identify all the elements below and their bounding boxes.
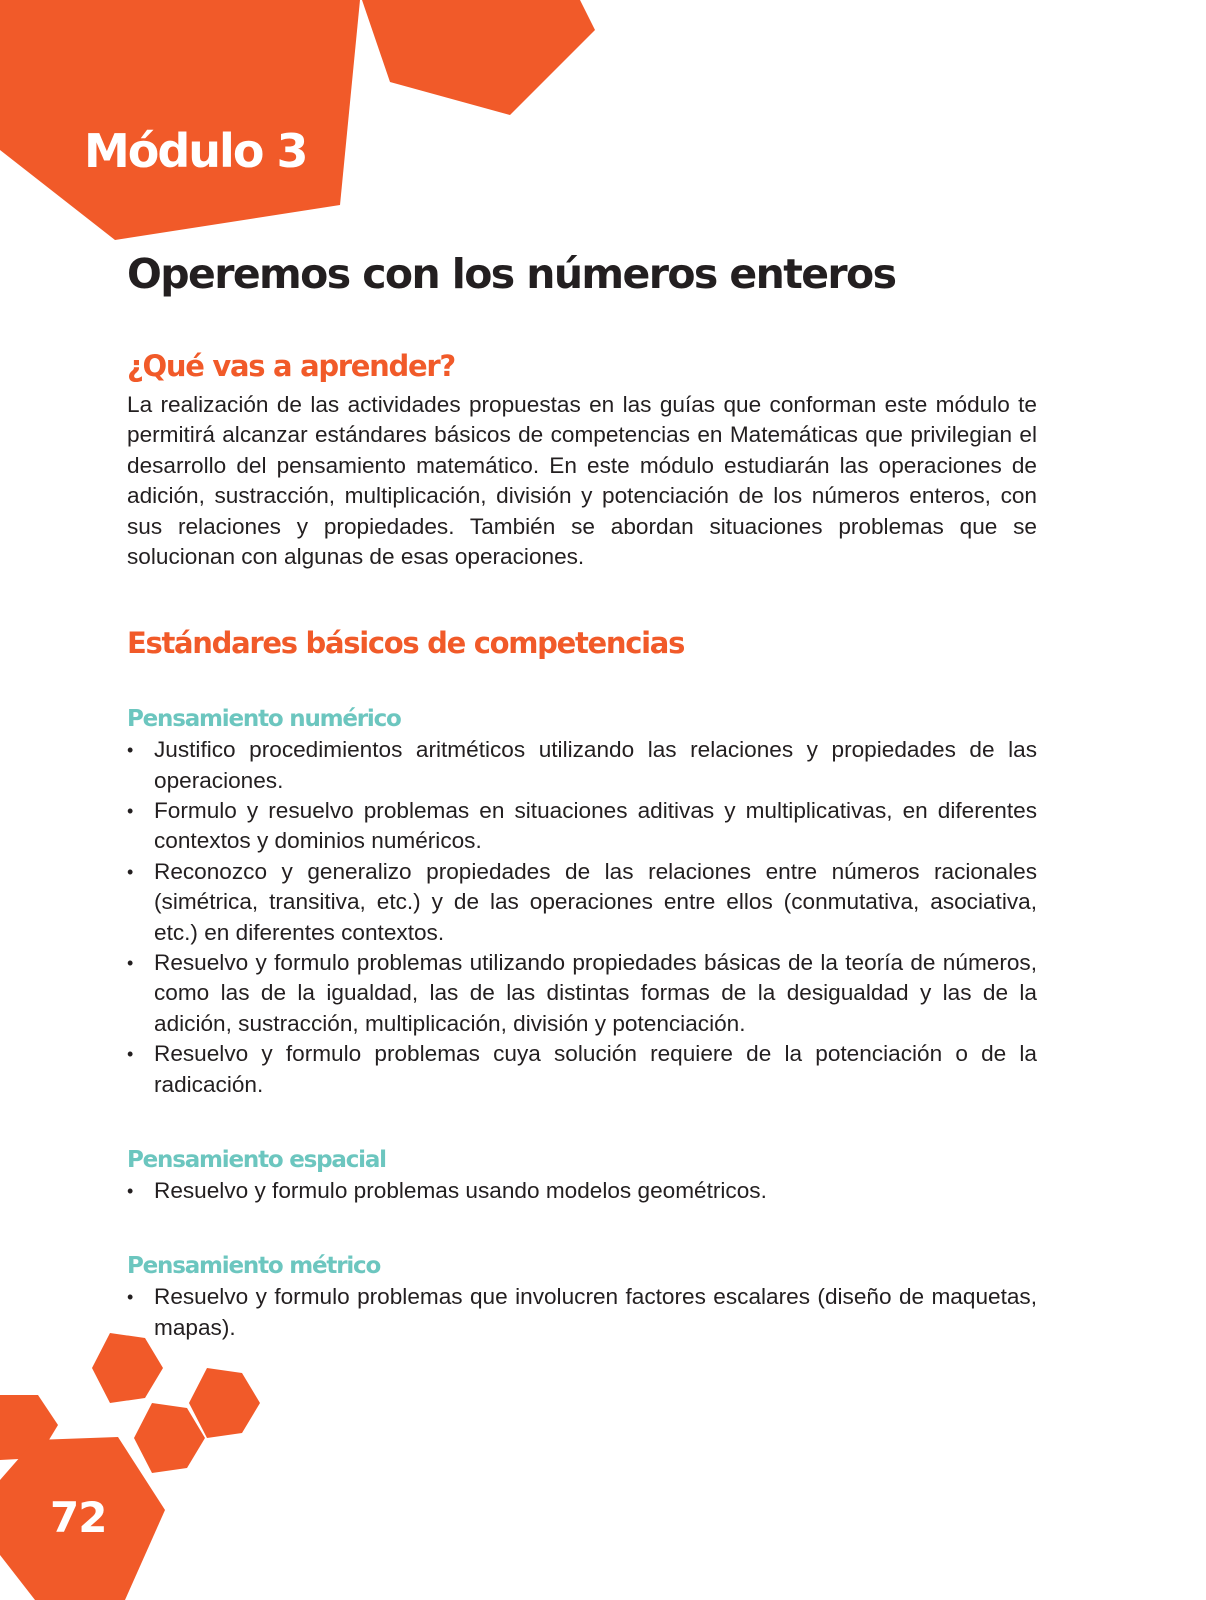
standards-heading: Estándares básicos de competencias: [127, 626, 685, 661]
hexagon-small-3: [134, 1403, 205, 1473]
list-item-text: Justifico procedimientos aritméticos utilizando las relaciones y propiedades de las operaciones.: [154, 737, 1037, 793]
list-item: [127, 857, 1037, 948]
list-item-text: Resuelvo y formulo problemas cuya solución requiere de la potenciación o de la radicación.: [154, 1041, 1037, 1097]
list-item-text: Resuelvo y formulo problemas que involucren factores escalares (diseño de maquetas, mapas).: [154, 1284, 1037, 1340]
metric-thinking-heading: Pensamiento métrico: [127, 1253, 381, 1280]
module-label: Módulo 3: [84, 124, 307, 178]
bullet-icon: •: [127, 1180, 134, 1201]
numeric-thinking-heading: Pensamiento numérico: [127, 706, 401, 733]
hexagon-small-1: [92, 1333, 163, 1403]
hexagon-small-2: [189, 1368, 260, 1438]
spatial-thinking-heading: Pensamiento espacial: [127, 1146, 386, 1173]
list-item-text: Formulo y resuelvo problemas en situaciones aditivas y multiplicativas, en diferentes contextos y dominios numéricos.: [154, 797, 1037, 854]
learn-paragraph: La realización de las actividades propuestas en las guías que conforman este módulo te permitirá alcanzar estándares básicos de competencias en Matemáticas que privilegian el desarrollo del pensamiento matemático. En este módulo estudiarán las operaciones de adición, sustracción, multiplicación, división y potenciación de los números enteros, con sus relaciones y propiedades. También se abordan situaciones problemas que se solucionan con algunas de esas operaciones.: [127, 391, 1037, 570]
list-item: [127, 1282, 1037, 1343]
learn-heading: ¿Qué vas a aprender?: [127, 349, 455, 384]
page-number: 72: [50, 1493, 107, 1542]
list-item: [127, 948, 1037, 1039]
bullet-icon: •: [127, 1287, 134, 1308]
list-item: [127, 1176, 1037, 1206]
bullet-icon: •: [127, 861, 134, 882]
numeric-thinking-list: [127, 735, 1037, 1100]
bullet-icon: •: [127, 1044, 134, 1065]
page-content: [127, 250, 1037, 1343]
top-right-shape: [362, 0, 595, 115]
list-item-text: Resuelvo y formulo problemas usando modelos geométricos.: [154, 1177, 767, 1203]
list-item: [127, 1039, 1037, 1100]
top-left-shape: [0, 0, 360, 240]
list-item-text: Reconozco y generalizo propiedades de las relaciones entre números racionales (simétrica, transitiva, etc.) y de las operaciones entre ellos (conmutativa, asociativa, etc.) en diferentes contextos.: [154, 858, 1037, 945]
bullet-icon: •: [127, 952, 134, 973]
page-title: Operemos con los números enteros: [127, 250, 896, 298]
list-item-text: Resuelvo y formulo problemas utilizando propiedades básicas de la teoría de números, como las de la igualdad, las de las distintas formas de la desigualdad y las de la adición, sustracción, multiplicación, división y potenciación.: [154, 949, 1037, 1036]
bullet-icon: •: [127, 800, 134, 821]
bullet-icon: •: [127, 740, 134, 761]
spatial-thinking-list: [127, 1176, 1037, 1206]
list-item: [127, 796, 1037, 857]
list-item: [127, 735, 1037, 796]
metric-thinking-list: [127, 1282, 1037, 1343]
